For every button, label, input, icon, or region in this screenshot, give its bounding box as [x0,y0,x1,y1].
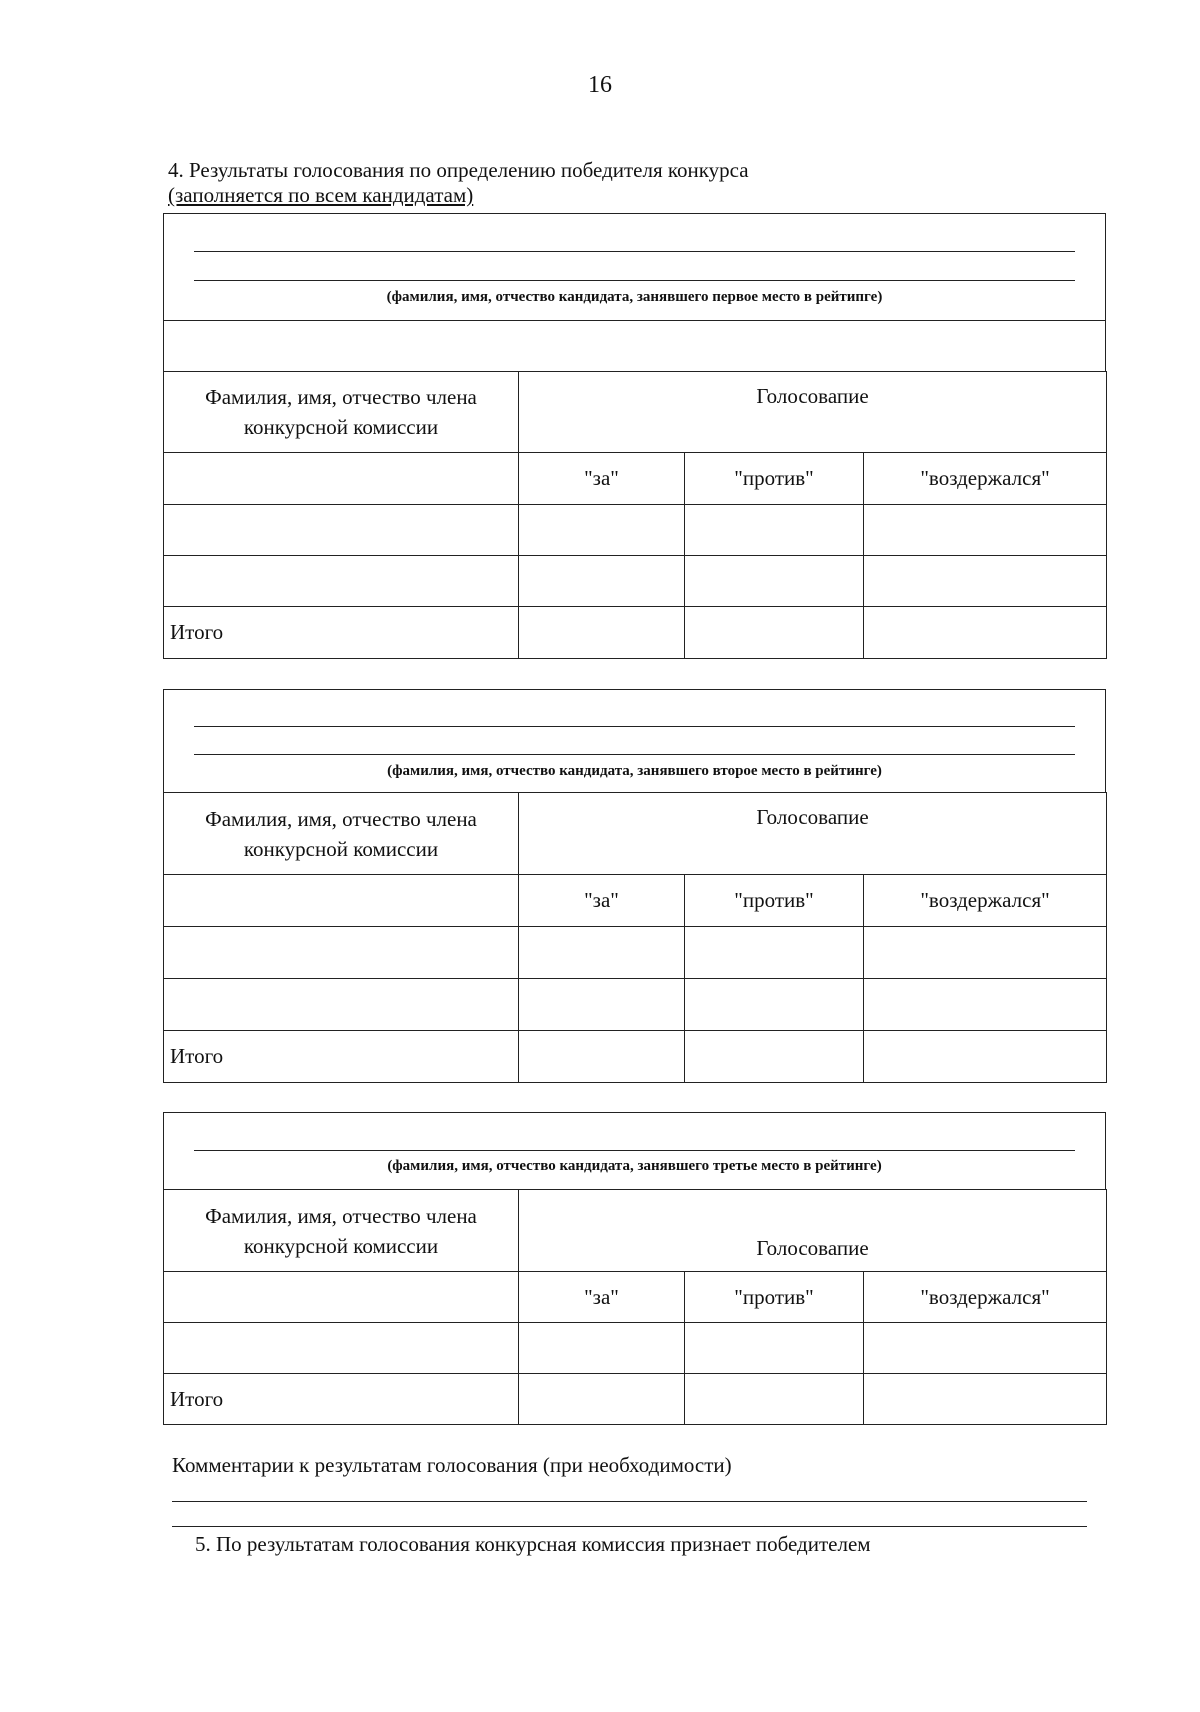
total-against-cell[interactable] [685,1374,864,1425]
member-name-cell[interactable] [164,979,519,1031]
candidate-2-name-block [163,689,1106,793]
comments-label: Комментарии к результатам голосования (при необходимости) [172,1453,732,1477]
total-row [164,1374,1107,1425]
vote-abstained-cell[interactable] [864,1323,1107,1374]
candidate-1-caption: (фамилия, имя, отчество кандидата, занявшего первое место в рейтипге) [386,289,883,305]
vote-abstained-cell[interactable] [864,979,1107,1031]
voting-header: Голосовапие [519,793,1107,875]
member-header: Фамилия, имя, отчество члена конкурсной комиссии [164,372,519,453]
member-name-cell[interactable] [164,453,519,505]
total-against-cell[interactable] [685,1031,864,1083]
table-row [164,505,1107,556]
vote-against-header: "против" [685,453,864,505]
vote-for-header: "за" [519,875,685,927]
vote-against-cell[interactable] [685,505,864,556]
candidate-1-vote-table [163,371,1107,659]
table-row [164,927,1107,979]
comment-line-2[interactable] [172,1526,1087,1527]
table-row [164,1323,1107,1374]
vote-against-cell[interactable] [685,927,864,979]
member-name-cell[interactable] [164,1272,519,1323]
candidate-1-name-line-1[interactable] [194,251,1075,252]
total-row [164,607,1107,659]
candidate-1-name-block [163,213,1106,321]
total-abstained-cell[interactable] [864,607,1107,659]
total-for-cell[interactable] [519,1374,685,1425]
candidate-2-caption: (фамилия, имя, отчество кандидата, занявшего второе место в рейтинге) [387,763,882,779]
candidate-2-name-line-2[interactable] [194,754,1075,755]
vote-abstained-cell[interactable] [864,927,1107,979]
member-name-cell[interactable] [164,505,519,556]
voting-header: Голосовапие [519,372,1107,453]
section4-subtitle: (заполняется по всем кандидатам) [168,183,474,207]
table-row [164,556,1107,607]
member-name-cell[interactable] [164,927,519,979]
vote-abstained-header: "воздержался" [864,453,1107,505]
candidate-2-name-line-1[interactable] [194,726,1075,727]
vote-for-header: "за" [519,453,685,505]
total-row [164,1031,1107,1083]
vote-against-cell[interactable] [685,979,864,1031]
section4-title: 4. Результаты голосования по определению победителя конкурса [168,158,749,182]
table-row [164,979,1107,1031]
vote-abstained-header: "воздержался" [864,1272,1107,1323]
page-number: 16 [588,72,612,98]
total-label: Итого [164,1374,519,1425]
candidate-3-caption: (фамилия, имя, отчество кандидата, занявшего третье место в рейтинге) [387,1158,882,1174]
candidate-3-name-block [163,1112,1106,1190]
total-abstained-cell[interactable] [864,1374,1107,1425]
voting-header: Голосовапие [519,1190,1107,1272]
member-name-cell[interactable] [164,556,519,607]
comment-line-1[interactable] [172,1501,1087,1502]
member-name-cell[interactable] [164,1323,519,1374]
total-against-cell[interactable] [685,607,864,659]
section5-text: 5. По результатам голосования конкурсная комиссия признает победителем [195,1532,871,1556]
vote-for-cell[interactable] [519,556,685,607]
member-header: Фамилия, имя, отчество члена конкурсной комиссии [164,1190,519,1272]
vote-for-cell[interactable] [519,927,685,979]
vote-against-header: "против" [685,875,864,927]
vote-for-cell[interactable] [519,1323,685,1374]
vote-abstained-cell[interactable] [864,556,1107,607]
total-for-cell[interactable] [519,607,685,659]
vote-abstained-header: "воздержался" [864,875,1107,927]
vote-for-cell[interactable] [519,505,685,556]
vote-against-cell[interactable] [685,556,864,607]
vote-for-cell[interactable] [519,979,685,1031]
total-label: Итого [164,607,519,659]
total-for-cell[interactable] [519,1031,685,1083]
vote-against-cell[interactable] [685,1323,864,1374]
vote-against-header: "против" [685,1272,864,1323]
candidate-3-name-line-1[interactable] [194,1150,1075,1151]
candidate-1-spacer-row [163,320,1106,372]
vote-for-header: "за" [519,1272,685,1323]
total-label: Итого [164,1031,519,1083]
total-abstained-cell[interactable] [864,1031,1107,1083]
member-header: Фамилия, имя, отчество члена конкурсной комиссии [164,793,519,875]
candidate-2-vote-table [163,792,1107,1083]
candidate-3-vote-table [163,1189,1107,1425]
candidate-1-name-line-2[interactable] [194,280,1075,281]
member-name-cell[interactable] [164,875,519,927]
vote-abstained-cell[interactable] [864,505,1107,556]
